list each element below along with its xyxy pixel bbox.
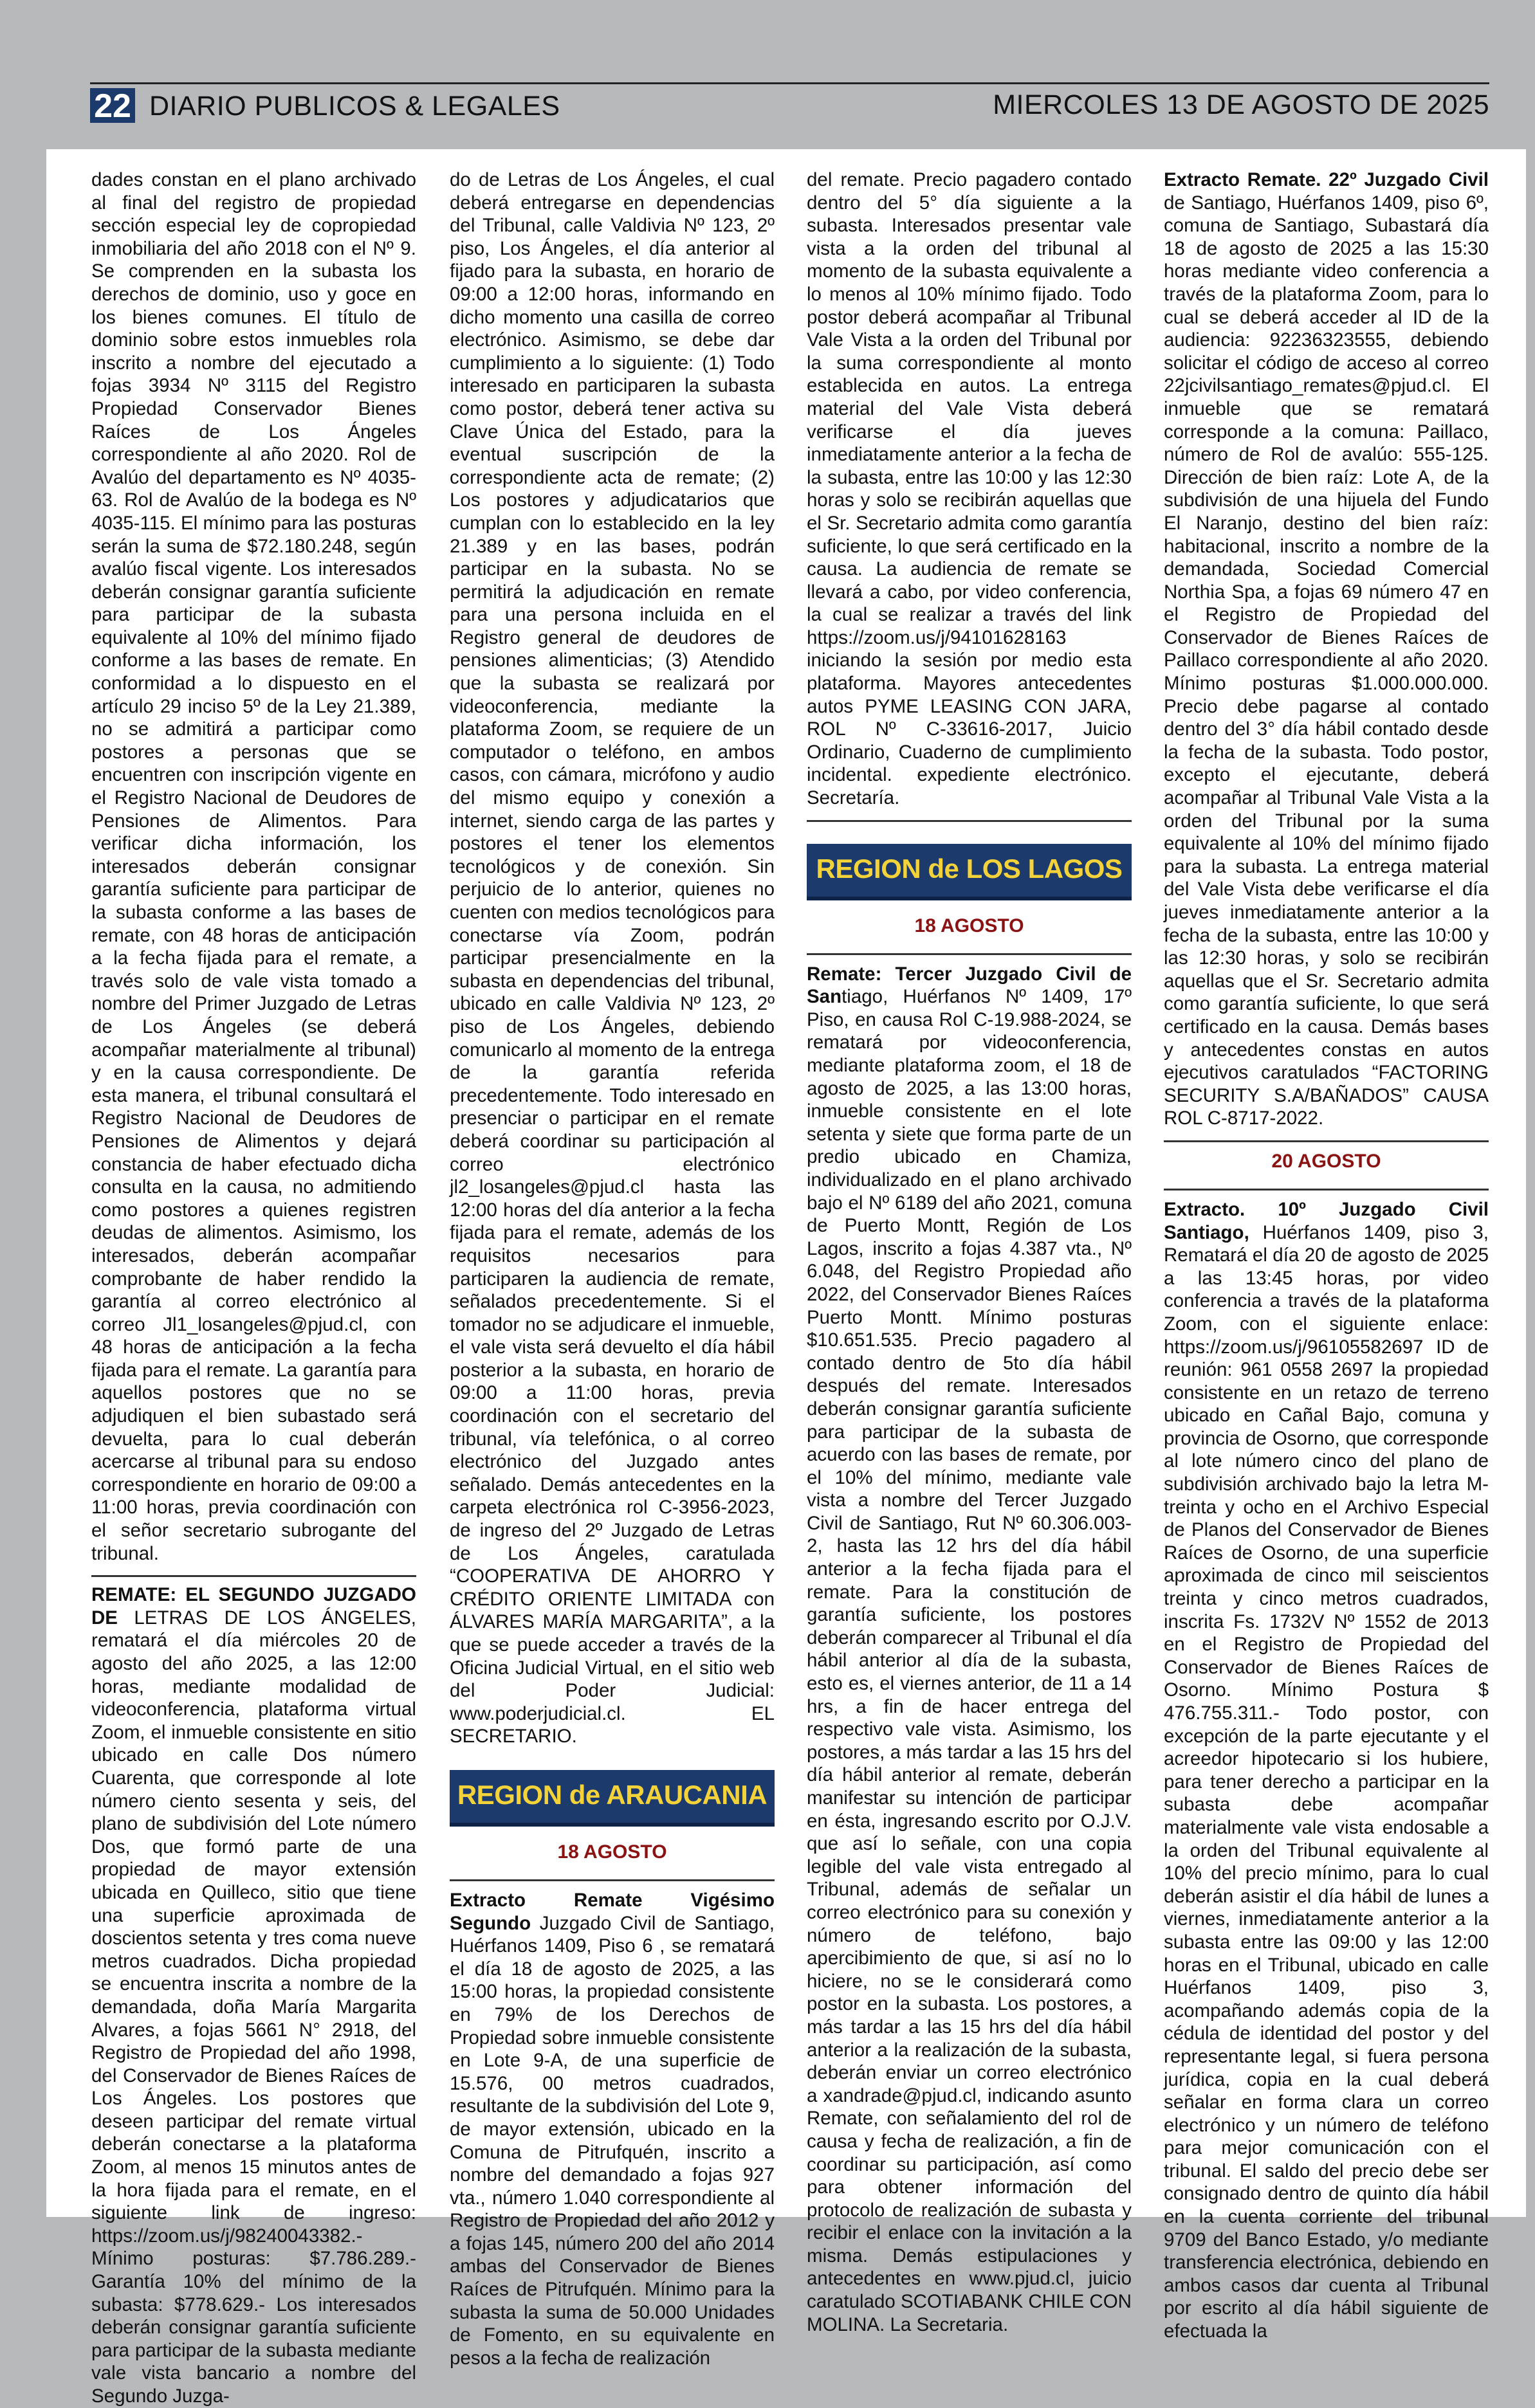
divider	[807, 953, 1132, 955]
notice-body: LETRAS DE LOS ÁNGELES, rematará el día miércoles 20 de agosto del año 2025, a las 12:00 horas, mediante modalidad de videoconferencia, plataforma virtual Zoom, el inmueble consistente en sitio ubicado en calle Dos número Cuarenta, que corresponde al lote número ciento sesenta y seis, del plano de subdivisión del Lote número Dos, que formó parte de una propiedad de mayor extensión ubicada en Quilleco, sitio que tiene una superficie aproximada de doscientos setenta y tres coma nueve metros cuadrados. Dicha propiedad se encuentra inscrita a nombre de la demandada, doña María Margarita Alvares, a fojas 5661 N° 2918, del Registro de Propiedad del año 1998, del Conservador de Bienes Raíces de Los Ángeles. Los postores que deseen participar del remate virtual deberán conectarse a la plataforma Zoom, al menos 15 minutos antes de la hora fijada para el remate, en el siguiente link de ingreso: https://zoom.us/j/98240043382.- Mínimo posturas: $7.786.289.- Garantía 10% del mínimo de la subasta: $778.629.- Los interesados deberán consignar garantía suficiente para participar de la subasta mediante vale vista bancario a nombre del Segundo Juzga-	[91, 1607, 416, 2407]
notice-body: tiago, Huérfanos Nº 1409, 17º Piso, en causa Rol C-19.988-2024, se rematará por videoconferencia, mediante plataforma zoom, el 18 de agosto de 2025, a las 13:00 horas, inmueble consistente en el lote setenta y siete que forma parte de un predio ubicado en Chamiza, individualizado en el plano archivado bajo el Nº 6189 del año 2021, comuna de Puerto Montt, Región de Los Lagos, inscrito a fojas 4.387 vta., Nº 6.048, del Registro Propiedad año 2022, del Conservador Bienes Raíces Puerto Montt. Mínimo posturas $10.651.535. Precio pagadero al contado dentro de 5to día hábil después del remate. Interesados deberán consignar garantía suficiente para participar de la subasta de acuerdo con las bases de remate, por el 10% del mínimo, mediante vale vista a nombre del Tercer Juzgado Civil de Santiago, Rut Nº 60.306.003-2, hasta las 12 hrs del día hábil anterior a la fecha fijada para el remate. Para la constitución de garantía suficiente, los postores deberán comparecer al Tribunal el día hábil anterior al día de la subasta, esto es, el viernes anterior, de 11 a 14 hrs, a fin de hacer entrega del respectivo vale vista. Asimismo, los postores, a más tardar a las 15 hrs del día hábil anterior al remate, deberán manifestar su intención de participar en ésta, ingresando escrito por O.J.V. que así lo señale, con una copia legible del vale vista entregado al Tribunal, además de señalar un correo electrónico para su conexión y número de teléfono, bajo apercibimiento de que, si así no lo hiciere, no se le considerará como postor en la subasta. Los postores, a más tardar a las 15 hrs del día hábil anterior a la realización de la subasta, deberán enviar un correo electrónico a xandrade@pjud.cl, indicando asunto Remate, con señalamiento del rol de causa y fecha de realización, a fin de coordinar su participación, así como para obtener información del protocolo de realización de subasta y recibir el enlace con la invitación a la misma. Demás estipulaciones y antecedentes en www.pjud.cl, juicio caratulado SCOTIABANK CHILE CON MOLINA. La Secretaria.	[807, 986, 1132, 2335]
divider	[1164, 1140, 1489, 1142]
notice-body: Huérfanos 1409, piso 3, Rematará el día 20 de agosto de 2025 a las 13:45 horas, por video conferencia a través de la plataforma Zoom, con el siguiente enlace: https://zoom.us/j/96105582697 ID de reunión: 961 0558 2697 la propiedad consistente en un retazo de terreno ubicado en Cañal Bajo, comuna y provincia de Osorno, que corresponde al lote número cinco del plano de subdivisión archivado bajo la letra M-treinta y ocho en el Archivo Especial de Planos del Conservador de Bienes Raíces de Osorno, de una superficie aproximada de cinco mil seiscientos treinta y cinco metros cuadrados, inscrita Fs. 1732V Nº 1552 de 2013 en el Registro de Propiedad del Conservador de Bienes Raíces de Osorno. Mínimo Postura $ 476.755.311.- Todo postor, con excepción de la parte ejecutante y el acreedor hipotecario si los hubiere, para tener derecho a participar en la subasta debe acompañar materialmente vale vista endosable a la orden del Tribunal equivalente al 10% del precio mínimo, para lo cual deberán asistir el día hábil de lunes a viernes, inmediatamente anterior a la subasta entre las 09:00 y las 12:00 horas en el Tribunal, ubicado en calle Huérfanos 1409, piso 3, acompañando además copia de la cédula de identidad del postor y del representante legal, si fuera persona jurídica, copia en la cual deberá señalar en forma clara un correo electrónico y un número de teléfono para mejor comunicación con el tribunal. El saldo del precio debe ser consignado dentro de quinto día hábil en la cuenta corriente del tribunal 9709 del Banco Estado, y/o mediante transferencia electrónica, debiendo en ambos casos dar cuenta al Tribunal por escrito al día hábil siguiente de efectuada la	[1164, 1221, 1489, 2342]
column-2	[450, 169, 775, 2369]
notice	[91, 1583, 416, 2407]
region-banner-araucania: REGION de ARAUCANIA	[450, 1770, 775, 1827]
notice-lead: Remate: Tercer Juzgado Civil de San	[807, 963, 1132, 1008]
page-header	[90, 82, 1489, 124]
notice	[1164, 169, 1489, 1130]
publication-name: DIARIO PUBLICOS & LEGALES	[149, 91, 560, 122]
column-1	[91, 169, 416, 2408]
divider	[450, 1879, 775, 1881]
notice	[1164, 1198, 1489, 2343]
date-heading: 18 AGOSTO	[914, 915, 1024, 936]
notice-lead: Extracto Remate. 22º Juzgado Civil	[1164, 169, 1489, 190]
date-heading: 20 AGOSTO	[1271, 1150, 1381, 1172]
notice-lead: REMATE: EL SEGUNDO JUZGADO DE	[91, 1584, 416, 1628]
region-banner-los-lagos: REGION de LOS LAGOS	[807, 844, 1132, 900]
divider	[1164, 1189, 1489, 1190]
notice-lead: Extracto. 10º Juzgado Civil Santiago,	[1164, 1198, 1489, 1243]
publication-date: MIERCOLES 13 DE AGOSTO DE 2025	[993, 89, 1489, 120]
date-heading: 18 AGOSTO	[557, 1841, 667, 1863]
notice-body: Juzgado Civil de Santiago, Huérfanos 1409, Piso 6 , se rematará el día 18 de agosto de 2025, a las 15:00 horas, la propiedad consistente en 79% de los Derechos de Propiedad sobre inmueble consistente en Lote 9-A, de una superficie de 15.576, 00 metros cuadrados, resultante de la subdivisión del Lote 9, de mayor extensión, ubicado en la Comuna de Pitrufquén, inscrito a nombre del demandado a fojas 927 vta., número 1.040 correspondiente al Registro de Propiedad del año 2012 y a fojas 145, número 200 del año 2014 ambas del Conservador de Bienes Raíces de Pitrufquén. Mínimo para la subasta la suma de 50.000 Unidades de Fomento, en su equivalente en pesos a la fecha de realización	[450, 1912, 775, 2369]
divider	[91, 1575, 416, 1577]
notice-continuation: del remate. Precio pagadero contado dentro del 5° día siguiente a la subasta. Interesados presentar vale vista a la orden del tribunal al momento de la subasta equivalente a lo menos al 10% mínimo fijado. Todo postor deberá acompañar al Tribunal Vale Vista a la orden del Tribunal por la suma correspondiente al monto establecida en autos. La entrega material del Vale Vista deberá verificarse el día jueves inmediatamente anterior a la fecha de la subasta, entre las 10:00 y las 12:30 horas y solo se recibirán aquellas que el Sr. Secretario admita como garantía suficiente, lo que será certificado en la causa. La audiencia de remate se llevará a cabo, por video conferencia, la cual se realizar a través del link https://zoom.us/j/94101628163 iniciando la sesión por medio esta plataforma. Mayores antecedentes autos PYME LEASING CON JARA, ROL Nº C-33616-2017, Juicio Ordinario, Cuaderno de cumplimiento incidental. expediente electrónico. Secretaría.	[807, 169, 1132, 809]
notice-continuation: dades constan en el plano archivado al final del registro de propiedad sección especial ley de copropiedad inmobiliaria del año 2018 con el Nº 9. Se comprenden en la subasta los derechos de dominio, uso y goce en los bienes comunes. El título de dominio sobre estos inmuebles rola inscrito a nombre del ejecutado a fojas 3934 Nº 3115 del Registro Propiedad Conservador Bienes Raíces de Los Ángeles correspondiente al año 2020. Rol de Avalúo del departamento es Nº 4035-63. Rol de Avalúo de la bodega es Nº 4035-115. El mínimo para las posturas serán la suma de $72.180.248, según avalúo fiscal vigente. Los interesados deberán consignar garantía suficiente para participar de la subasta equivalente al 10% del mínimo fijado conforme a las bases de remate. En conformidad a lo dispuesto en el artículo 29 inciso 5º de la Ley 21.389, no se admitirá a participar como postores a personas que se encuentren con inscripción vigente en el Registro Nacional de Deudores de Pensiones de Alimentos. Para verificar dicha información, los interesados deberán consignar garantía suficiente para participar de la subasta conforme a las bases de remate, con 48 horas de anticipación a la fecha fijada para el remate, a través solo de vale vista tomado a nombre del Primer Juzgado de Letras de Los Ángeles (se deberá acompañar materialmente al tribunal) y en la causa correspondiente. De esta manera, el tribunal consultará el Registro Nacional de Deudores de Pensiones de Alimentos y dejará constancia de haber efectuado dicha consulta en la causa, no admitiendo como postores a quienes registren deudas de alimentos. Asimismo, los interesados, deberán acompañar comprobante de haber rendido la garantía al correo electrónico al correo Jl1_losangeles@pjud.cl, con 48 horas de anticipación a la fecha fijada para el remate. La garantía para aquellos postores que no se adjudiquen el bien subastado será devuelta, para lo cual deberán acercarse al tribunal para su endoso correspondiente en horario de 09:00 a 11:00 horas, previa coordinación con el señor secretario subrogante del tribunal.	[91, 169, 416, 1564]
column-4	[1164, 169, 1489, 2343]
notice-lead: Extracto Remate Vigésimo Segundo	[450, 1889, 775, 1934]
notice-body: de Santiago, Huérfanos 1409, piso 6º, comuna de Santiago, Subastará día 18 de agosto de 2025 a las 15:30 horas mediante video conferencia a través de la plataforma Zoom, para lo cual se deberá acceder al ID de la audiencia: 92236323555, debiendo solicitar el código de acceso al correo 22jcivilsantiago_remates@pjud.cl. El inmueble que se rematará corresponde a la comuna: Paillaco, número de Rol de avalúo: 555-125. Dirección de bien raíz: Lote A, de la subdivisión de una hijuela del Fundo El Naranjo, destino del bien raíz: habitacional, inscrito a nombre de la demandada, Sociedad Comercial Northia Spa, a fojas 69 número 47 en el Registro de Propiedad del Conservador de Bienes Raíces de Paillaco correspondiente al año 2020. Mínimo posturas $1.000.000.000. Precio debe pagarse al contado dentro del 3° día hábil contado desde la fecha de la subasta. Todo postor, excepto el ejecutante, deberá acompañar al Tribunal Vale Vista a la orden del Tribunal por la suma equivalente al 10% del mínimo fijado para la subasta. La entrega material del Vale Vista debe verificarse el día jueves inmediatamente anterior a la fecha de la subasta, entre las 10:00 y las 12:30 horas, y solo se recibirán aquellas que el Sr. Secretario admita como garantía suficiente, lo que será certificado en la causa. Demás bases y antecedentes constas en autos ejecutivos caratulados “FACTORING SECURITY S.A/BAÑADOS” CAUSA ROL C-8717-2022.	[1164, 192, 1489, 1129]
notice	[807, 963, 1132, 2337]
column-3	[807, 169, 1132, 2336]
notice	[450, 1889, 775, 2369]
divider	[807, 820, 1132, 822]
page-sheet	[46, 149, 1526, 2407]
notice-continuation: do de Letras de Los Ángeles, el cual deberá entregarse en dependencias del Tribunal, calle Valdivia Nº 123, 2º piso, Los Ángeles, el día anterior al fijado para la subasta, en horario de 09:00 a 12:00 horas, informando en dicho momento una casilla de correo electrónico. Asimismo, se debe dar cumplimiento a lo siguiente: (1) Todo interesado en participaren la subasta como postor, deberá tener activa su Clave Única del Estado, para la eventual suscripción de la correspondiente acta de remate; (2) Los postores y adjudicatarios que cumplan con lo establecido en la ley 21.389 y en las bases, podrán participar en la subasta. No se permitirá la adjudicación en remate para una persona incluida en el Registro general de deudores de pensiones alimenticias; (3) Atendido que la subasta se realizará por videoconferencia, mediante la plataforma Zoom, se requiere de un computador o teléfono, en ambos casos, con cámara, micrófono y audio del mismo equipo y conexión a internet, siendo carga de las partes y postores el tener los elementos tecnológicos y de conexión. Sin perjuicio de lo anterior, quienes no cuenten con medios tecnológicos para conectarse vía Zoom, podrán participar presencialmente en la subasta en dependencias del tribunal, ubicado en calle Valdivia Nº 123, 2º piso de Los Ángeles, debiendo comunicarlo al momento de la entrega de la garantía referida precedentemente. Todo interesado en presenciar o participar en el remate deberá coordinar su participación al correo electrónico jl2_losangeles@pjud.cl hasta las 12:00 horas del día anterior a la fecha fijada para el remate, además de los requisitos necesarios para participaren la audiencia de remate, señalados precedentemente. Si el tomador no se adjudicare el inmueble, el vale vista será devuelto el día hábil posterior a la subasta, en horario de 09:00 a 11:00 horas, previa coordinación con el secretario del tribunal, vía telefónica, o al correo electrónico del Juzgado antes señalado. Demás antecedentes en la carpeta electrónica rol C-3956-2023, de ingreso del 2º Juzgado de Letras de Los Ángeles, caratulada “COOPERATIVA DE AHORRO Y CRÉDITO ORIENTE LIMITADA con ÁLVARES MARÍA MARGARITA”, a la que se puede acceder a través de la Oficina Judicial Virtual, en el sitio web del Poder Judicial: www.poderjudicial.cl. EL SECRETARIO.	[450, 169, 775, 1747]
page-number: 22	[90, 88, 135, 123]
